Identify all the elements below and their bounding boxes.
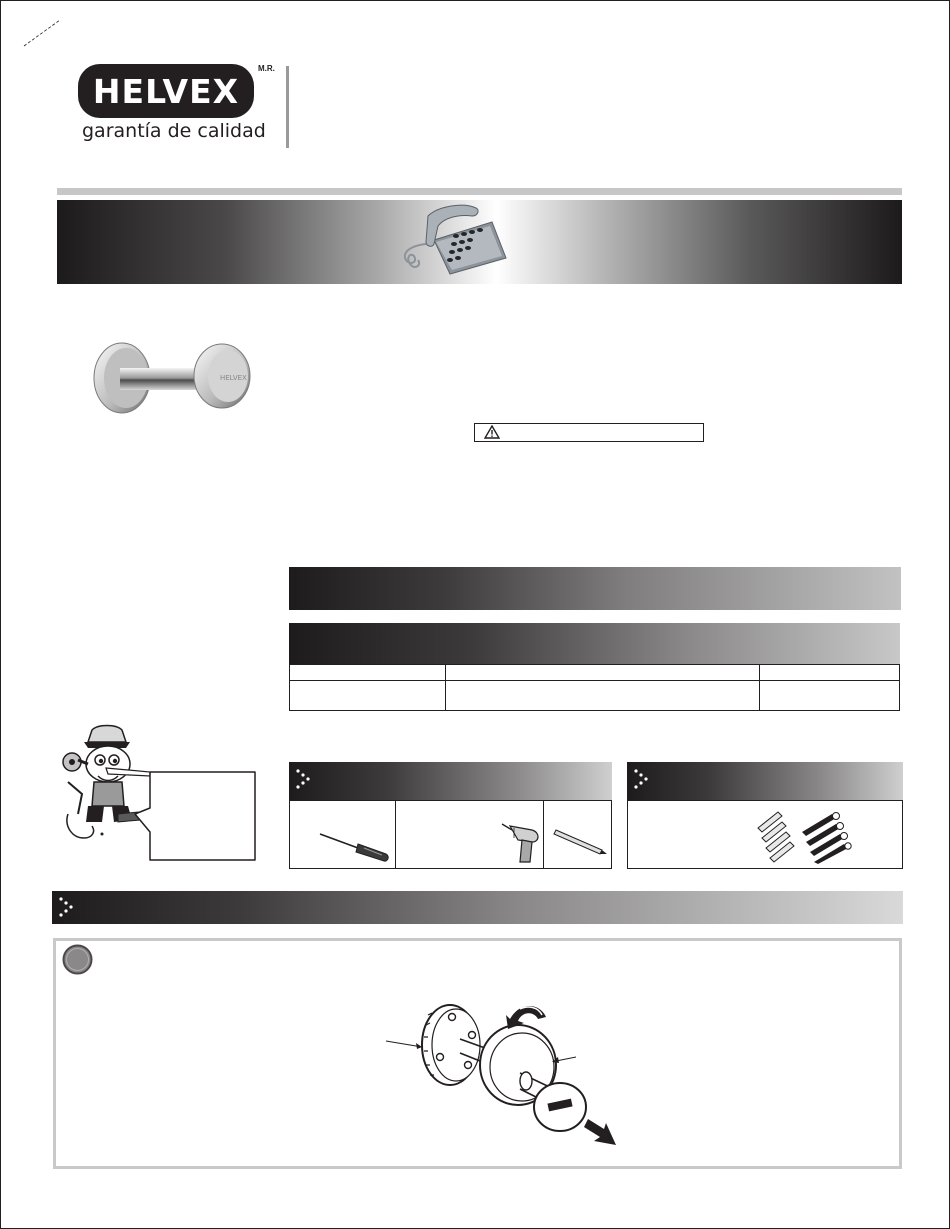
dots-arrow-icon <box>633 768 649 790</box>
tools-divider <box>543 801 544 868</box>
dots-arrow-icon <box>295 768 311 790</box>
installation-section-bar <box>52 891 903 924</box>
tools-divider <box>395 801 396 868</box>
brand-name: HELVEX <box>92 72 240 111</box>
step-number-circle <box>62 944 93 975</box>
section-bar-specs <box>289 567 901 610</box>
table-header-row <box>290 665 899 681</box>
warning-triangle-icon <box>484 425 500 439</box>
holder-disassembly-diagram <box>380 995 640 1155</box>
svg-text:HELVEX: HELVEX <box>220 374 247 382</box>
parts-header <box>627 762 903 801</box>
brand-tagline: garantía de calidad <box>82 120 266 142</box>
dots-arrow-icon <box>58 896 74 918</box>
top-rule <box>57 188 902 195</box>
warning-box <box>474 423 704 442</box>
screwdriver-icon <box>316 828 391 864</box>
spec-table <box>289 664 900 711</box>
wall-anchors-screws-icon <box>752 806 852 864</box>
drill-icon <box>500 820 542 866</box>
speech-bubble <box>133 768 259 864</box>
crop-mark <box>22 18 62 48</box>
tools-header <box>289 762 612 801</box>
logo-badge <box>78 64 254 118</box>
section-bar-table-title <box>289 623 900 664</box>
brand-logo <box>78 64 274 150</box>
paper-roll-holder-image <box>92 338 254 416</box>
table-divider <box>759 665 760 710</box>
table-divider <box>445 665 446 710</box>
logo-divider <box>286 66 289 148</box>
trademark-mark: M.R. <box>258 64 275 73</box>
desk-phone-icon <box>398 200 508 282</box>
pencil-icon <box>552 826 608 856</box>
